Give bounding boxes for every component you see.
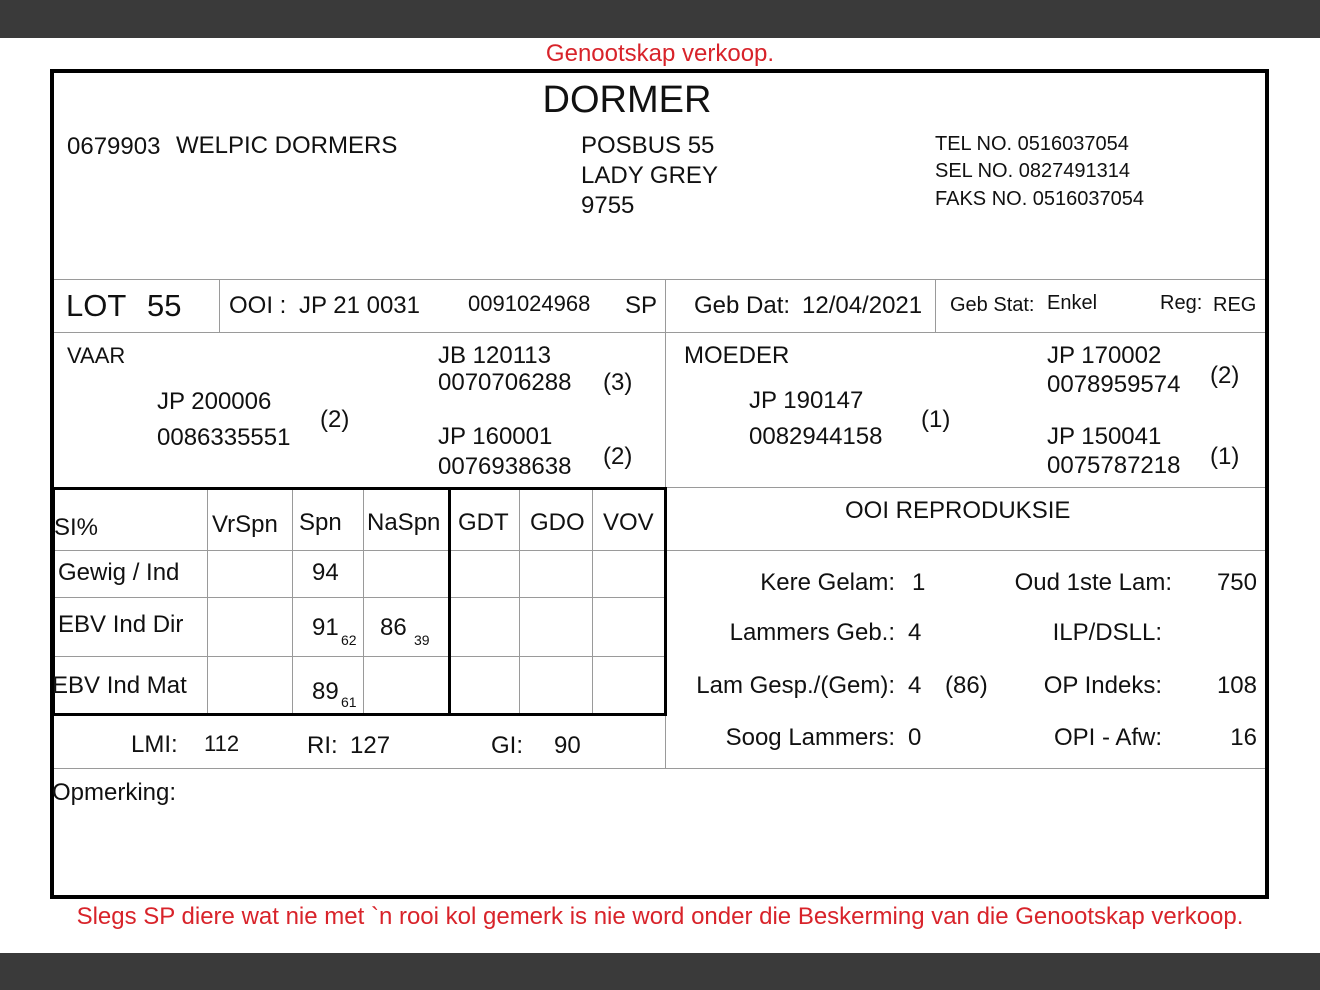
ooi-label: OOI : (229, 292, 287, 319)
si-naspn-subscript: 39 (414, 632, 430, 648)
vaar-label: VAAR (67, 343, 126, 368)
si-header-gdt: GDT (458, 509, 509, 536)
si-table-right (664, 487, 667, 716)
repro-label: ILP/DSLL: (1052, 619, 1162, 646)
lmi-label: LMI: (131, 731, 178, 758)
top-letterbox-bar (0, 0, 1320, 38)
vaar-sire-id: JB 120113 (438, 342, 551, 369)
si-spn-subscript: 62 (341, 632, 357, 648)
gi-value: 90 (554, 732, 581, 759)
si-spn-value: 89 (312, 678, 339, 705)
repro-label: OPI - Afw: (1053, 724, 1162, 751)
repro-extra: (86) (945, 672, 988, 699)
divider-lot-ooi (665, 280, 666, 332)
divider-lot-gebdat (935, 280, 936, 332)
lot-label: LOT (66, 288, 127, 323)
vaar-id: JP 200006 (157, 388, 272, 415)
ooi-id: JP 21 0031 (299, 292, 420, 319)
si-header-naspn: NaSpn (367, 509, 441, 536)
repro-value: 1 (912, 569, 926, 596)
divider-si-row3 (54, 656, 666, 657)
repro-value: 0 (908, 724, 922, 751)
reproduction-title: OOI REPRODUKSIE (845, 497, 1071, 524)
si-row-label: EBV Ind Mat (52, 672, 187, 699)
moeder-sire-id: JP 170002 (1047, 342, 1162, 369)
si-table-top (54, 487, 667, 490)
repro-value: 4 (908, 619, 922, 646)
moeder-dam-count: (1) (1210, 443, 1240, 470)
geb-dat-label: Geb Dat: (694, 292, 791, 319)
moeder-label: MOEDER (684, 342, 790, 369)
si-table-group-divider (448, 487, 451, 716)
vaar-sire-count: (3) (603, 369, 633, 396)
footer-notice: Slegs SP diere wat nie met `n rooi kol gemerk is nie word onder die Beskerming van die Genootskap verkoop. (76, 903, 1244, 930)
ri-label: RI: (307, 732, 338, 759)
contact-line: FAKS NO. 0516037054 (935, 188, 1145, 210)
divider-si-col2 (292, 489, 293, 714)
header-notice: Genootskap verkoop. (545, 40, 775, 67)
remarks-label: Opmerking: (52, 779, 177, 806)
geb-stat-value: Enkel (1047, 292, 1098, 314)
frame-right (1265, 69, 1269, 899)
si-header-gdo: GDO (530, 509, 585, 536)
si-table-bottom (54, 713, 667, 716)
divider-header (54, 279, 1265, 280)
vaar-count: (2) (320, 406, 350, 433)
repro-label: Kere Gelam: (760, 569, 895, 596)
contact-line: TEL NO. 0516037054 (935, 133, 1129, 155)
moeder-sire-number: 0078959574 (1047, 371, 1181, 398)
moeder-dam-number: 0075787218 (1047, 452, 1181, 479)
moeder-dam-id: JP 150041 (1047, 423, 1162, 450)
divider-lot-number (219, 280, 220, 332)
reg-value: REG (1213, 294, 1257, 316)
gi-label: GI: (491, 732, 524, 759)
si-spn-value: 94 (312, 559, 339, 586)
frame-left (50, 69, 54, 899)
repro-value: 16 (1230, 724, 1257, 751)
divider-si-col6 (592, 489, 593, 714)
geb-dat-value: 12/04/2021 (802, 292, 923, 319)
repro-label: Soog Lammers: (725, 724, 895, 751)
si-spn-value: 91 (312, 614, 339, 641)
divider-si-row2 (54, 597, 666, 598)
repro-value: 108 (1216, 672, 1257, 699)
repro-label: OP Indeks: (1043, 672, 1162, 699)
moeder-sire-count: (2) (1210, 362, 1240, 389)
geb-stat-label: Geb Stat: (950, 294, 1035, 316)
breeder-name: WELPIC DORMERS (176, 132, 398, 159)
si-naspn-value: 86 (380, 614, 407, 641)
si-row-label: Gewig / Ind (58, 559, 180, 586)
si-spn-subscript: 61 (341, 694, 357, 710)
si-header-vrspn: VrSpn (212, 511, 278, 538)
sp-marker: SP (625, 292, 658, 319)
vaar-dam-count: (2) (603, 443, 633, 470)
breed-title: DORMER (542, 79, 712, 121)
divider-si-col1 (207, 489, 208, 714)
contact-line: SEL NO. 0827491314 (935, 160, 1130, 182)
si-header-spn: Spn (299, 509, 342, 536)
si-row-label: EBV Ind Dir (58, 611, 184, 638)
reg-label: Reg: (1160, 292, 1203, 314)
breeder-number: 0679903 (67, 133, 161, 160)
repro-value: 4 (908, 672, 922, 699)
divider-lot (54, 332, 1265, 333)
moeder-number: 0082944158 (749, 423, 883, 450)
bottom-letterbox-bar (0, 953, 1320, 990)
repro-label: Lam Gesp./(Gem): (696, 672, 895, 699)
repro-label: Oud 1ste Lam: (1014, 569, 1172, 596)
ri-value: 127 (350, 732, 391, 759)
vaar-dam-id: JP 160001 (438, 423, 553, 450)
divider-si-col5 (519, 489, 520, 714)
address-line: 9755 (581, 192, 635, 219)
moeder-id: JP 190147 (749, 387, 864, 414)
address-line: LADY GREY (581, 162, 718, 189)
si-header-si: SI% (54, 514, 99, 541)
vaar-dam-number: 0076938638 (438, 453, 572, 480)
repro-label: Lammers Geb.: (729, 619, 895, 646)
lot-number: 55 (147, 288, 182, 323)
divider-repro-title (666, 550, 1265, 551)
frame-top (50, 69, 1269, 73)
moeder-count: (1) (921, 406, 951, 433)
frame-bottom (50, 895, 1269, 899)
divider-si-row1 (54, 550, 666, 551)
ooi-reg-number: 0091024968 (468, 291, 591, 316)
lmi-value: 112 (204, 731, 240, 756)
vaar-sire-number: 0070706288 (438, 369, 572, 396)
divider-si-col3 (363, 489, 364, 714)
si-header-vov: VOV (603, 509, 654, 536)
vaar-number: 0086335551 (157, 424, 291, 451)
address-line: POSBUS 55 (581, 132, 715, 159)
divider-indices (54, 768, 1265, 769)
repro-value: 750 (1216, 569, 1257, 596)
